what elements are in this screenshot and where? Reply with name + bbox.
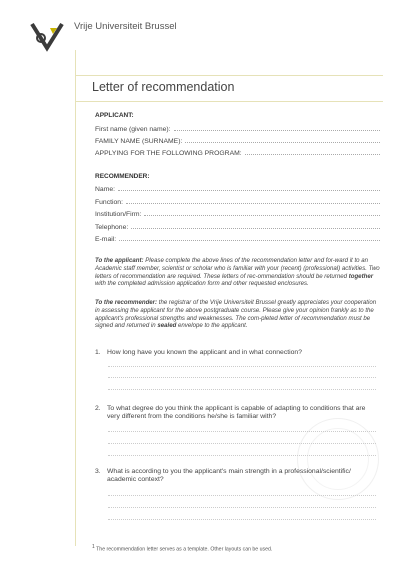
question-number: 1.: [95, 349, 101, 356]
recommender-instructions: [95, 299, 380, 330]
field-label: FAMILY NAME (SURNAME):: [95, 138, 183, 145]
page-title: Letter of recommendation: [92, 80, 235, 94]
applicant-first-name-field[interactable]: [95, 124, 380, 133]
recommender-email-field[interactable]: [95, 234, 380, 243]
fill-line[interactable]: [119, 234, 380, 241]
question-number: 3.: [95, 468, 101, 475]
vub-logo-icon: [30, 22, 64, 52]
question-text: What is according to you the applicant's main strength in a professional/scientific/ academic context?: [107, 468, 351, 484]
answer-line[interactable]: [108, 443, 376, 444]
field-label: E-mail:: [95, 236, 117, 243]
fill-line[interactable]: [174, 124, 380, 131]
footnote-text: The recommendation letter serves as a template. Other layouts can be used.: [96, 546, 273, 553]
answer-line[interactable]: [108, 377, 376, 378]
header-rule: [75, 75, 383, 76]
answer-line[interactable]: [108, 519, 376, 520]
question-text: To what degree do you think the applicant is capable of adapting to conditions that are very different from the conditions he/she is familiar with?: [107, 405, 366, 421]
instruction-text: Please complete the above lines of the recommendation letter and for-ward it to an Academic staff member, scientist or scholar who is familiar with your (recent) (professional) activities. Two letters of recommendation are required. These letters of rec-ommendation should be returned: [95, 257, 380, 280]
question-text: How long have you known the applicant and in what connection?: [107, 349, 302, 356]
instruction-emphasis: together: [348, 272, 374, 280]
instruction-text: the registrar of the Vrije Universiteit Brussel greatly appreciates your cooperation in assessing the applicant for the above postgraduate course. Please give your opinion frankly as to the applicant's professional strengths and weaknesses. The com-pleted letter of recommendation must be signed and returned in: [95, 299, 377, 330]
question-2: [95, 405, 380, 422]
applicant-program-field[interactable]: [95, 148, 380, 157]
question-number: 2.: [95, 405, 101, 412]
answer-line[interactable]: [108, 507, 376, 508]
answer-line[interactable]: [108, 455, 376, 456]
fill-line[interactable]: [118, 184, 380, 191]
question-1: [95, 349, 380, 357]
recommender-function-field[interactable]: [95, 197, 380, 206]
fill-line[interactable]: [144, 209, 380, 216]
recommender-name-field[interactable]: [95, 184, 380, 193]
fill-line[interactable]: [131, 222, 380, 229]
fill-line[interactable]: [185, 136, 380, 143]
field-label: Function:: [95, 199, 123, 206]
applicant-instructions: [95, 257, 380, 288]
field-label: Institution/Firm:: [95, 211, 142, 218]
applicant-family-name-field[interactable]: [95, 136, 380, 145]
question-3: [95, 468, 380, 485]
instruction-lead: To the applicant:: [95, 257, 144, 264]
instruction-lead: To the recommender:: [95, 299, 158, 306]
margin-rule: [75, 50, 76, 546]
instruction-text: envelope to the applicant.: [176, 322, 248, 330]
field-label: APPLYING FOR THE FOLLOWING PROGRAM:: [95, 150, 242, 157]
footnote-marker: 1: [92, 544, 95, 550]
field-label: First name (given name):: [95, 126, 171, 133]
recommender-institution-field[interactable]: [95, 209, 380, 218]
university-name: Vrije Universiteit Brussel: [74, 21, 177, 32]
applicant-heading: APPLICANT:: [95, 112, 134, 119]
instruction-emphasis: sealed: [157, 322, 177, 330]
answer-line[interactable]: [108, 389, 376, 390]
instruction-text: with the completed admission application form and other requested enclosures.: [95, 280, 309, 288]
recommender-telephone-field[interactable]: [95, 222, 380, 231]
footnote: [92, 544, 272, 553]
title-rule: [75, 101, 383, 102]
field-label: Telephone:: [95, 224, 129, 231]
fill-line[interactable]: [245, 148, 380, 155]
answer-line[interactable]: [108, 366, 376, 367]
recommender-heading: RECOMMENDER:: [95, 173, 150, 180]
answer-line[interactable]: [108, 495, 376, 496]
answer-line[interactable]: [108, 431, 376, 432]
field-label: Name:: [95, 186, 116, 193]
fill-line[interactable]: [126, 197, 380, 204]
